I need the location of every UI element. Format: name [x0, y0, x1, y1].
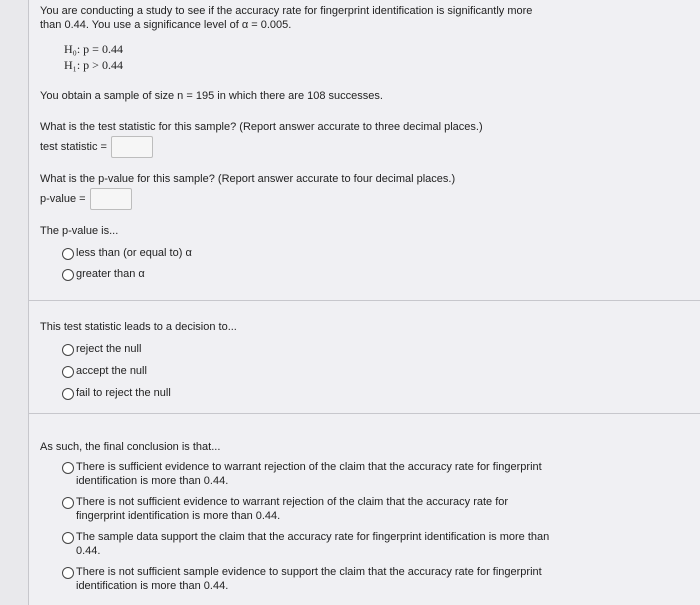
radio-conclusion-2[interactable] — [62, 497, 74, 509]
p-value-compare-prompt: The p-value is... — [40, 225, 119, 237]
option-accept-null: accept the null — [76, 365, 147, 377]
option-greater-than-alpha: greater than α — [76, 268, 145, 280]
radio-less-than-alpha[interactable] — [62, 248, 74, 260]
conclusion-option-2-line-1: There is not sufficient evidence to warrant rejection of the claim that the accuracy rate for — [76, 496, 509, 508]
radio-conclusion-3[interactable] — [62, 532, 74, 544]
option-fail-reject-null: fail to reject the null — [76, 387, 171, 399]
conclusion-option-3-line-1: The sample data support the claim that the accuracy rate for fingerprint identification is more than — [76, 531, 550, 543]
conclusion-option-1-line-2: identification is more than 0.44. — [76, 475, 229, 487]
test-statistic-input[interactable] — [111, 136, 153, 158]
radio-conclusion-4[interactable] — [62, 567, 74, 579]
conclusion-option-1 — [76, 460, 676, 488]
sample-info: You obtain a sample of size n = 195 in which there are 108 successes. — [40, 90, 383, 102]
conclusion-option-2-line-2: fingerprint identification is more than 0.44. — [76, 510, 281, 522]
radio-fail-reject-null[interactable] — [62, 388, 74, 400]
conclusion-option-4 — [76, 565, 676, 593]
radio-accept-null[interactable] — [62, 366, 74, 378]
conclusion-option-3 — [76, 530, 676, 558]
h1-hypothesis: H₁: p > 0.44 — [64, 58, 123, 72]
conclusion-option-3-line-2: 0.44. — [76, 545, 101, 557]
decision-prompt: This test statistic leads to a decision to... — [40, 321, 237, 333]
test-statistic-question: What is the test statistic for this sample? (Report answer accurate to three decimal places.) — [40, 121, 483, 133]
intro-line-2: than 0.44. You use a significance level of α = 0.005. — [40, 19, 292, 31]
p-value-input[interactable] — [90, 188, 132, 210]
intro-line-1: You are conducting a study to see if the accuracy rate for fingerprint identification is significantly more — [40, 5, 533, 17]
radio-reject-null[interactable] — [62, 344, 74, 356]
p-value-question: What is the p-value for this sample? (Report answer accurate to four decimal places.) — [40, 173, 456, 185]
radio-greater-than-alpha[interactable] — [62, 269, 74, 281]
radio-conclusion-1[interactable] — [62, 462, 74, 474]
conclusion-option-2 — [76, 495, 676, 523]
test-statistic-row — [40, 136, 153, 158]
conclusion-option-4-line-1: There is not sufficient sample evidence to support the claim that the accuracy rate for fingerprint — [76, 566, 542, 578]
h0-hypothesis: H₀: p = 0.44 — [64, 42, 123, 56]
conclusion-option-1-line-1: There is sufficient evidence to warrant rejection of the claim that the accuracy rate for fingerprint — [76, 461, 542, 473]
option-less-than-alpha: less than (or equal to) α — [76, 247, 192, 259]
p-value-row — [40, 188, 132, 210]
option-reject-null: reject the null — [76, 343, 142, 355]
conclusion-prompt: As such, the final conclusion is that... — [40, 441, 221, 453]
test-statistic-label: test statistic = — [40, 140, 107, 153]
p-value-label: p-value = — [40, 192, 86, 205]
conclusion-option-4-line-2: identification is more than 0.44. — [76, 580, 229, 592]
